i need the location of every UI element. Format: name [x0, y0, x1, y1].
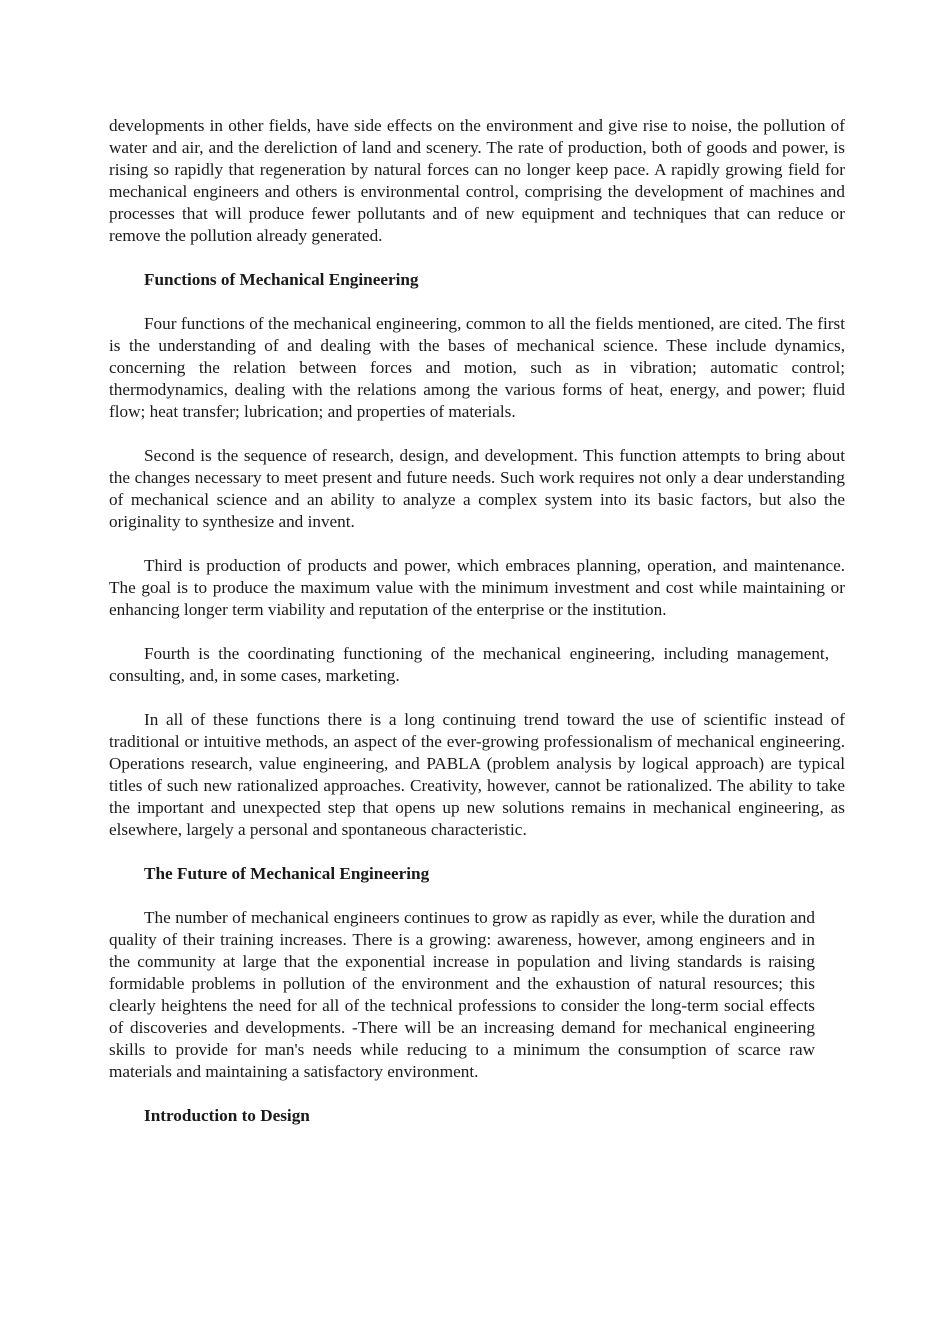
paragraph-four-functions: Four functions of the mechanical engineering, common to all the fields mentioned, are cited. The first is the understanding of and dealing with the bases of mechanical science. These include dynamics, concerning the relation between forces and motion, such as in vibration; automatic control; thermodynamics, dealing with the relations among the various forms of heat, energy, and power; fluid flow; heat transfer; lubrication; and properties of materials.	[109, 314, 845, 421]
paragraph-environment-continuation: developments in other fields, have side effects on the environment and give rise to noise, the pollution of water and air, and the dereliction of land and scenery. The rate of production, both of goods and power, is rising so rapidly that regeneration by natural forces can no longer keep pace. A rapidly growing field for mechanical engineers and others is environmental control, comprising the development of machines and processes that will produce fewer pollutants and of new equipment and techniques that can reduce or remove the pollution already generated.	[109, 116, 845, 245]
heading-functions: Functions of Mechanical Engineering	[144, 270, 419, 289]
paragraph-fourth-function: Fourth is the coordinating functioning of the mechanical engineering, including management, consulting, and, in some cases, marketing.	[109, 644, 829, 685]
heading-introduction-design: Introduction to Design	[144, 1106, 310, 1125]
paragraph-scientific-trend: In all of these functions there is a long continuing trend toward the use of scientific instead of traditional or intuitive methods, an aspect of the ever-growing professionalism of mechanical engineering. Operations research, value engineering, and PABLA (problem analysis by logical approach) are typical titles of such new rationalized approaches. Creativity, however, cannot be rationalized. The ability to take the important and unexpected step that opens up new solutions remains in mechanical engineering, as elsewhere, largely a personal and spontaneous characteristic.	[109, 710, 845, 839]
heading-future: The Future of Mechanical Engineering	[144, 864, 430, 883]
document-page	[109, 115, 845, 1149]
paragraph-future: The number of mechanical engineers continues to grow as rapidly as ever, while the duration and quality of their training increases. There is a growing: awareness, however, among engineers and in the community at large that the exponential increase in population and living standards is raising formidable problems in pollution of the environment and the exhaustion of natural resources; this clearly heightens the need for all of the technical professions to consider the long-term social effects of discoveries and developments. -There will be an increasing demand for mechanical engineering skills to provide for man's needs while reducing to a minimum the consumption of scarce raw materials and maintaining a satisfactory environment.	[109, 908, 815, 1081]
paragraph-second-function: Second is the sequence of research, design, and development. This function attempts to bring about the changes necessary to meet present and future needs. Such work requires not only a dear understanding of mechanical science and an ability to analyze a complex system into its basic factors, but also the originality to synthesize and invent.	[109, 446, 845, 531]
paragraph-third-function: Third is production of products and power, which embraces planning, operation, and maintenance. The goal is to produce the maximum value with the minimum investment and cost while maintaining or enhancing longer term viability and reputation of the enterprise or the institution.	[109, 556, 845, 619]
